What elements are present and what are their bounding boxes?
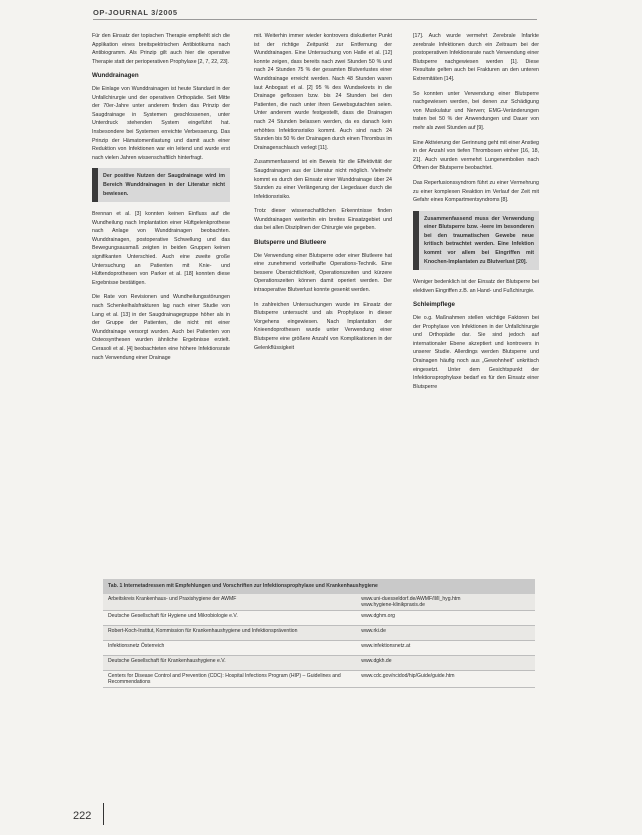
section-heading-blutsperre: Blutsperre und Blutleere (254, 239, 327, 247)
section-heading-schleimpflege: Schleimpflege (413, 301, 455, 309)
paragraph: Die o.g. Maßnahmen stellen wichtige Faktoren bei der Prophylaxe von Infektionen in der Unfallchirurgie und Orthopädie dar. Sie sind jedoch auf internationaler Ebene akzeptiert und kontrovers in unserer Studie. Allerdings werden Blutsperre und Drainagen häufig noch aus „Gewohnheit“ unkritisch eingesetzt. Unter dem Gesichtspunkt der Infektionsprophylaxe bedarf es für den Einsatz einer Blutsperre (413, 315, 539, 390)
page-number: 222 (73, 810, 92, 822)
column-1 (92, 32, 230, 368)
table-row (103, 671, 535, 688)
paragraph: [17]. Auch wurde vermehrt Zerebrale Infarkte zerebrale Infektionen durch ein Zeitraum bei der postoperativen Infektionsrate nach Verwendung einer Blutsperre nachgewiesen werden [1]. Diese Resultate gelten auch bei Frakturen an den unteren Extremitäten [14]. (413, 33, 539, 82)
table-cell-organization: Deutsche Gesellschaft für Krankenhaushygiene e.V. (108, 658, 226, 664)
column-2 (254, 32, 392, 358)
table-caption: Tab. 1 Internetadressen mit Empfehlungen und Vorschriften zur Infektionsprophylaxe und Krankenhaushygiene (103, 579, 535, 594)
table-row (103, 594, 535, 611)
page-number-rule (103, 803, 104, 825)
callout-box: Der positive Nutzen der Saugdrainage wird im Bereich Wunddrainagen in der Literatur nicht bewiesen. (92, 168, 230, 202)
callout-box: Zusammenfassend muss der Verwendung einer Blutsperre bzw. -leere im besonderen bei den traumatischen Gewebe neue kritisch betrachtet werden. Eine Infektion kommt vor allem bei Eingriffen mit Knochen-Implantaten zu Blutverlust [20]. (413, 211, 539, 271)
table-cell-organization: Robert-Koch-Institut, Kommission für Krankenhaushygiene und Infektionsprävention (108, 628, 298, 634)
table-cell-url[interactable]: www.infektionsnetz.at (361, 643, 411, 649)
paragraph: Die Einlage von Wunddrainagen ist heute Standard in der Unfallchirurgie und der operativen Orthopädie. Seit Mitte der 70er-Jahre unter anderem finden das Prinzip der Saugdrainage in Systemen geschlossenen, unter Unterdruck stehenden System eingeführt hat. Insbesondere bei Systemen erreichte Verbesserung. Das Prinzip der Hämatomentlastung und damit auch einer Reduktion von Infektionen war ein leitend und wurde erst nach vielen Jahren wissenschaftlich hinterfragt. (92, 85, 230, 161)
table-cell-organization: Centers for Disease Control and Prevention (CDC): Hospital Infections Program (HIP) – Guidelines and Recommendations (108, 673, 341, 685)
table-row (103, 656, 535, 671)
table-cell-url[interactable]: www.rki.de (361, 628, 386, 634)
table-cell-organization: Infektionsnetz Österreich (108, 643, 165, 649)
section-heading-wunddrainagen: Wunddrainagen (92, 72, 139, 80)
column-3 (413, 32, 539, 397)
paragraph: Eine Aktivierung der Gerinnung geht mit einer Anstieg in der Anzahl von tiefen Thrombosen einher [16, 18, 21]. Auch wurden vermehrt Lungenembolien nach Öffnen der Blutsperre beobachtet. (413, 139, 539, 172)
paragraph: Zusammenfassend ist ein Beweis für die Effektivität der Saugdrainagen aus der Literatur nicht möglich. Vielmehr kommt es durch den Einsatz einer Wunddrainage über 24 Stunden zu einer Verlängerung der Liegedauer durch die Infektionsrisiko. (254, 159, 392, 200)
paragraph: Weniger bedenklich ist der Einsatz der Blutsperre bei elektiven Eingriffen z.B. an Hand- und Fußchirurgie. (413, 279, 539, 294)
header-rule (93, 19, 537, 20)
table-cell-url[interactable]: www.uni-duesseldorf.de/AWMF/ll/ll_hyg.htm www.hygiene-klinikpraxis.de (361, 596, 461, 608)
table-body (103, 594, 535, 688)
paragraph: In zahlreichen Untersuchungen wurde im Einsatz der Blutsperre untersucht und als Prophylaxe in dieser Vorgehens eingewiesen. Nach Implantation der Knieendoprothesen wurde unter Verwendung einer Blutsperre eine größere Anzahl von Komplikationen in der Gelenkflüssigkeit (254, 301, 392, 351)
table-row (103, 641, 535, 656)
table-cell-url[interactable]: www.dghm.org (361, 613, 395, 619)
table-cell-url[interactable]: www.cdc.gov/ncidod/hip/Guide/guide.htm (361, 673, 455, 679)
paragraph: Trotz dieser wissenschaftlichen Erkenntnisse finden Wunddrainagen weiterhin ein breites Einsatzgebiet und das bei allen Disziplinen der Chirurgie wie gegeben. (254, 208, 392, 232)
table-cell-url[interactable]: www.dgkh.de (361, 658, 392, 664)
paragraph: Das Reperfusionssyndrom führt zu einer Vermehrung zu einer komplexen Reaktion im Verlauf der Zeit mit Gefahr eines Kompartmentsyndroms [8]. (413, 179, 539, 204)
paragraph: Die Verwendung einer Blutsperre oder einer Blutleere hat eine zunehmend vorteilhafte Operations-Technik. Eine bessere Übersichtlichkeit, Operationszeiten und kürzere Operationszeiten können damit operiert werden. Der intraoperative Blutverlust konnte gesenkt werden. (254, 252, 392, 294)
paragraph: Die Rate von Revisionen und Wundheilungsstörungen nach Schenkelhalsfrakturen lag nach einer Studie von Lang et al. [13] in der Saugdrainagegruppe höher als in der Gruppe der Patienten, die nicht mit einer Wunddrainage versorgt wurden. Auch bei Patienten von Osteosynthesen wurden ähnliche Ergebnisse erzielt. Cerasoli et al. [4] beobachteten eine höhere Infektionsrate nach Verwendung einer Drainage (92, 294, 230, 361)
table-cell-organization: Arbeitskreis Krankenhaus- und Praxishygiene der AWMF (108, 596, 237, 602)
journal-header: OP-JOURNAL 3/2005 (93, 8, 178, 17)
paragraph: Brennan et al. [3] konnten keinen Einfluss auf die Wundheilung nach Implantation einer Hüftgelenkprothese nach Anlage von Wunddrainagen beobachten. Wunddrainagen, postoperative Schwellung und das Bewegungsausmaß zeigten in beiden Gruppen keinen signifikanten Unterschied. Auch eine zweite große Untersuchung an Patienten mit Knie- und Hüftendoprothesen von Parker et al. [18] konnten diese Ergebnisse bestätigen. (92, 211, 230, 286)
table-row (103, 611, 535, 626)
paragraph: Für den Einsatz der topischen Therapie empfiehlt sich die Applikation eines breitspektrischen Antibiotikums nach Antibiogramm. Als Prinzip gilt auch hier die operative Therapie statt der perioperativen Prophylaxe [2, 7, 22, 23]. (92, 33, 230, 65)
table-row (103, 626, 535, 641)
table-cell-organization: Deutsche Gesellschaft für Hygiene und Mikrobiologie e.V. (108, 613, 238, 619)
paragraph: mit. Weiterhin immer wieder kontrovers diskutierter Punkt ist der richtige Zeitpunkt zur Entfernung der Wunddrainagen. Eine Untersuchung von Hatle et al. [12] konnte zeigen, dass bereits nach zwei Stunden 50 % und nach 24 Stunden 75 % der gesamten Blutverlustes einer Wunddrainage erreicht werden. Nach 48 Stunden waren laut Anbogast et al. [2] 95 % des Wundsekrets in die Drainage geflossen bzw. bis 24 Stunden bei den Patienten, die nach unter ihren Gewebsgutachten seien. Unter anderem wurde festgestellt, dass die Drainagen nach 24 Stunden belassen werden, da es danach kein erhöhtes Infektionsrisiko kommt. Auch sind nach 24 Stunden bis 50 % der Drainagen durch einen Thrombus im Drainagenschlauch verlegt [11]. (254, 33, 392, 151)
paragraph: So konnten unter Verwendung einer Blutsperre nachgewiesen werden, bei denen zur Schädigung von Muskulatur und Nerven; EMG-Veränderungen traten bei 50 % der Anwendungen und Dauer von mehr als zwei Stunden auf [9]. (413, 90, 539, 131)
reference-table (103, 579, 535, 688)
